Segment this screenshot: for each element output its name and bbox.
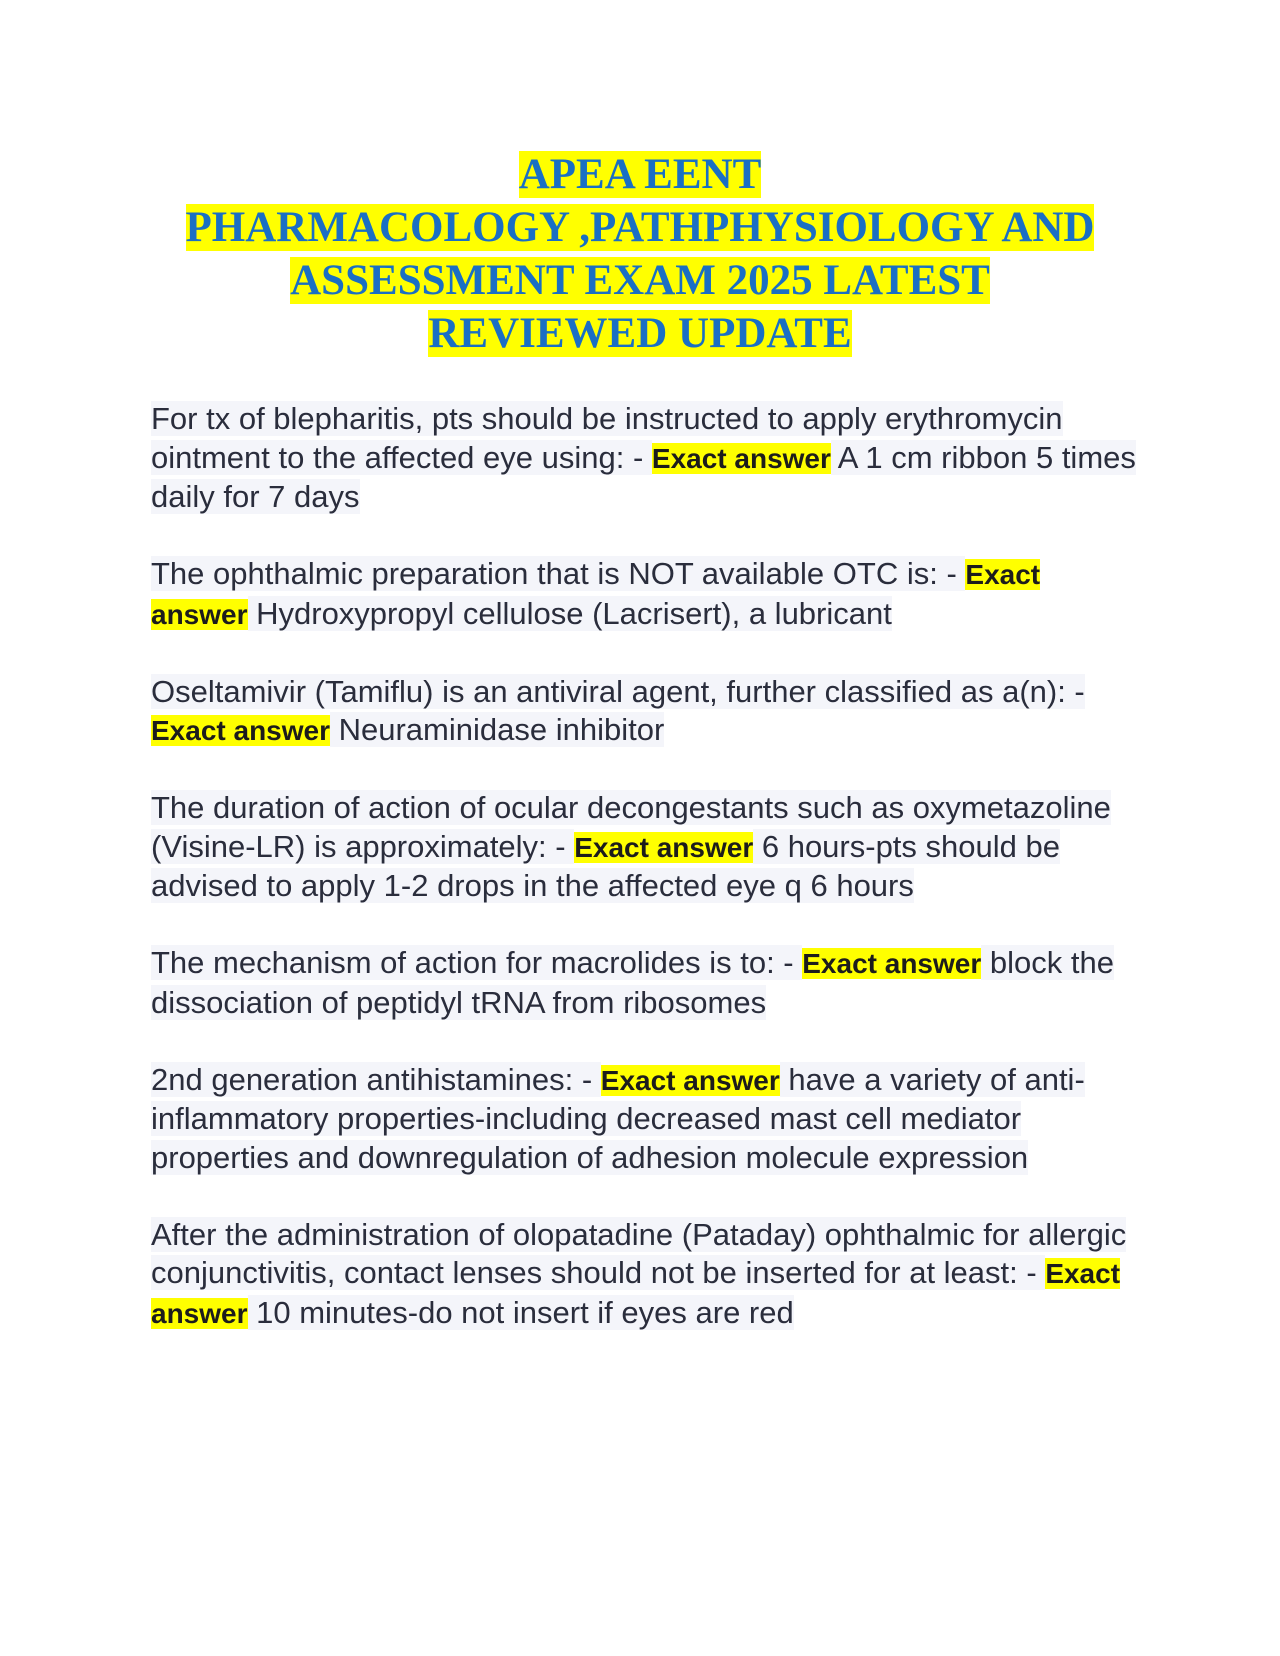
qa-item — [151, 673, 1136, 751]
qa-item — [151, 1061, 1136, 1178]
answer-text: have a variety of anti-inflammatory properties-including decreased mast cell mediator properties and downregulation of adhesion molecule expression — [151, 1061, 1085, 1175]
question-text: The ophthalmic preparation that is NOT available OTC is: - — [151, 556, 966, 591]
answer-text: Hydroxypropyl cellulose (Lacrisert), a lubricant — [247, 595, 892, 631]
answer-text: Neuraminidase inhibitor — [330, 712, 665, 747]
question-text: Oseltamivir (Tamiflu) is an antiviral agent, further classified as a(n): - — [151, 673, 1085, 709]
answer-text: 10 minutes-do not insert if eyes are red — [247, 1294, 794, 1330]
answer-text: A 1 cm ribbon 5 times daily for 7 days — [151, 439, 1136, 514]
answer-label: Exact answer — [151, 715, 330, 746]
question-text: The mechanism of action for macrolides is to: - — [151, 945, 803, 980]
question-text: The duration of action of ocular decongestants such as oxymetazoline (Visine-LR) is approximately: - — [151, 790, 1111, 864]
qa-item — [151, 1216, 1136, 1334]
answer-label: Exact answer — [151, 559, 1041, 630]
qa-item — [151, 789, 1136, 906]
answer-label: Exact answer — [600, 1064, 780, 1096]
answer-label: Exact answer — [651, 442, 831, 474]
qa-item — [151, 944, 1136, 1022]
qa-item — [151, 400, 1136, 517]
question-text: 2nd generation antihistamines: - — [151, 1061, 601, 1097]
question-text: For tx of blepharitis, pts should be instructed to apply erythromycin ointment to the affected eye using: - — [151, 401, 1063, 475]
answer-label: Exact answer — [151, 1258, 1121, 1329]
qa-list — [151, 400, 1136, 1372]
answer-label: Exact answer — [802, 948, 982, 979]
question-text: After the administration of olopatadine (Pataday) ophthalmic for allergic conjunctivitis, contact lenses should not be inserted for at least: - — [151, 1216, 1127, 1290]
answer-text: 6 hours-pts should be advised to apply 1-2 drops in the affected eye q 6 hours — [151, 828, 1060, 903]
title-line: PHARMACOLOGY ,PATHPHYSIOLOGY AND — [185, 204, 1095, 251]
document-title — [150, 148, 1130, 360]
title-line: REVIEWED UPDATE — [428, 310, 852, 357]
answer-label: Exact answer — [574, 831, 754, 863]
title-line: APEA EENT — [518, 151, 762, 198]
answer-text: block the dissociation of peptidyl tRNA from ribosomes — [151, 945, 1114, 1020]
title-line: ASSESSMENT EXAM 2025 LATEST — [290, 257, 990, 304]
qa-item — [151, 555, 1136, 634]
